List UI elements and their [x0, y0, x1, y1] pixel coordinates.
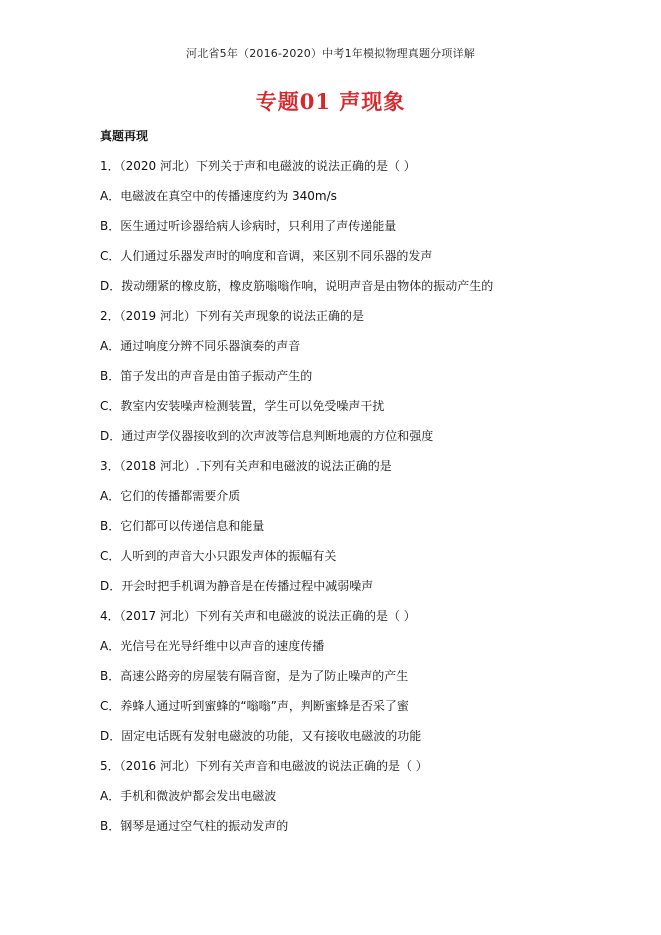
text-line: 2．（2019 河北）下列有关声现象的说法正确的是	[100, 309, 364, 323]
text-line: A．它们的传播都需要介质	[100, 489, 241, 503]
text-line: D．通过声学仪器接收到的次声波等信息判断地震的方位和强度	[100, 429, 434, 443]
text-line: C．教室内安装噪声检测装置，学生可以免受噪声干扰	[100, 399, 385, 413]
text-line: A．光信号在光导纤维中以声音的速度传播	[100, 639, 325, 653]
text-line: 3．（2018 河北）.下列有关声和电磁波的说法正确的是	[100, 459, 392, 473]
page-title: 专题01 声现象	[255, 89, 406, 114]
text-line: C．人听到的声音大小只跟发声体的振幅有关	[100, 549, 337, 563]
text-line: 4．（2017 河北）下列有关声和电磁波的说法正确的是（ ）	[100, 609, 416, 623]
text-line: B．医生通过听诊器给病人诊病时，只利用了声传递能量	[100, 219, 397, 233]
text-line: A．通过响度分辨不同乐器演奏的声音	[100, 339, 301, 353]
section-heading: 真题再现	[100, 129, 149, 143]
text-line: C．养蜂人通过听到蜜蜂的“嗡嗡”声，判断蜜蜂是否采了蜜	[100, 699, 409, 713]
question-list	[100, 151, 620, 841]
text-line: B．钢琴是通过空气柱的振动发声的	[100, 819, 289, 833]
text-line: A．手机和微波炉都会发出电磁波	[100, 789, 277, 803]
text-line: 1．（2020 河北）下列关于声和电磁波的说法正确的是（ ）	[100, 159, 416, 173]
running-header: 河北省5年（2016-2020）中考1年模拟物理真题分项详解	[186, 47, 475, 60]
text-line: C．人们通过乐器发声时的响度和音调，来区别不同乐器的发声	[100, 249, 433, 263]
text-line: B．高速公路旁的房屋装有隔音窗，是为了防止噪声的产生	[100, 669, 409, 683]
text-line: B．笛子发出的声音是由笛子振动产生的	[100, 369, 313, 383]
text-line: A．电磁波在真空中的传播速度约为 340m/s	[100, 189, 337, 203]
text-line: D．开会时把手机调为静音是在传播过程中减弱噪声	[100, 579, 374, 593]
text-line: 5．（2016 河北）下列有关声音和电磁波的说法正确的是（ ）	[100, 759, 428, 773]
text-line: D．拨动绷紧的橡皮筋，橡皮筋嗡嗡作响，说明声音是由物体的振动产生的	[100, 279, 494, 293]
text-line: D．固定电话既有发射电磁波的功能，又有接收电磁波的功能	[100, 729, 422, 743]
text-line: B．它们都可以传递信息和能量	[100, 519, 265, 533]
